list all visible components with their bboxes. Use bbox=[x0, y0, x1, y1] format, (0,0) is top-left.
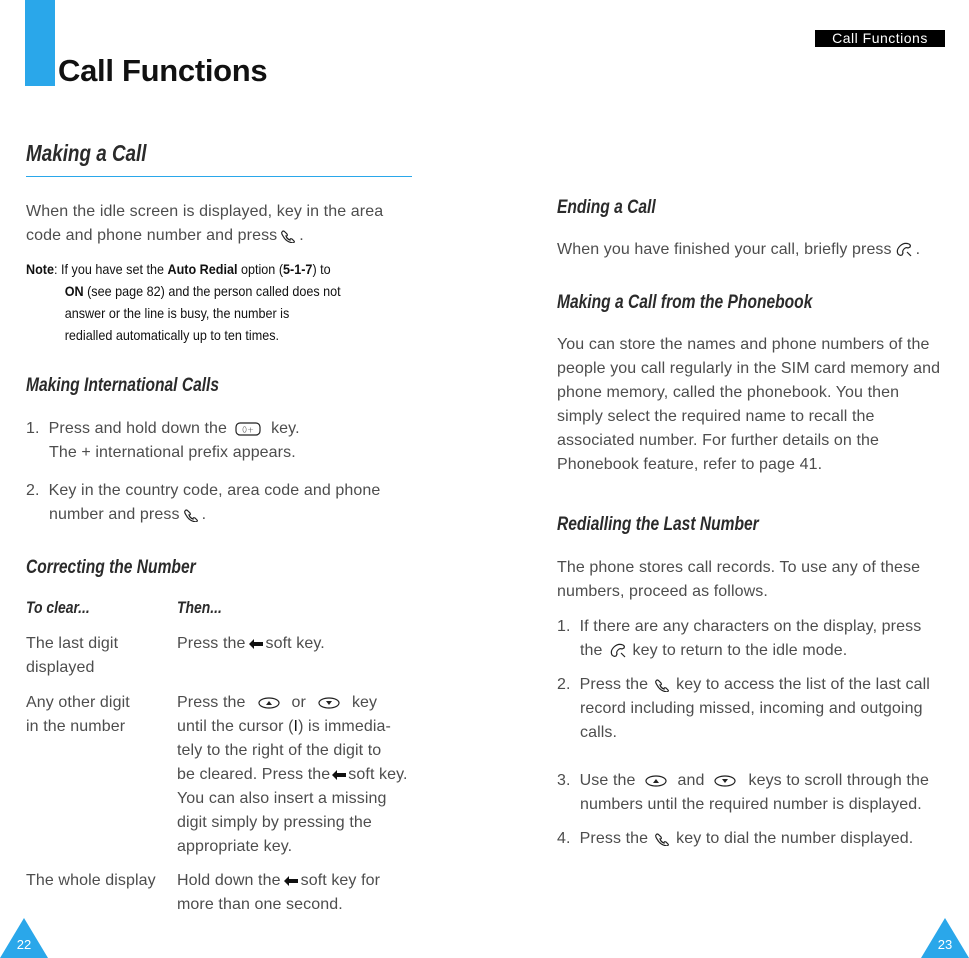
redial-step4-text-a: key to dial the number displayed. bbox=[676, 830, 914, 847]
intl-step2-line1 bbox=[26, 479, 426, 503]
running-head: Call Functions bbox=[815, 30, 945, 47]
send-key-icon bbox=[654, 678, 670, 692]
redial-step1-num: 1. bbox=[557, 618, 571, 635]
making-call-line1: When the idle screen is displayed, key in the area bbox=[26, 203, 384, 220]
note-label: Note bbox=[26, 261, 55, 277]
page-number-left: 22 bbox=[16, 937, 32, 952]
redial-step2-text-a: key to access the list of the last call bbox=[676, 676, 930, 693]
note-t4: (see page 82) and the person called does not bbox=[83, 283, 341, 299]
redial-step4-line1 bbox=[557, 827, 962, 851]
zero-plus-key-icon bbox=[235, 422, 261, 436]
row3-then-a: Hold down the bbox=[177, 872, 281, 889]
redial-step4 bbox=[557, 827, 962, 851]
down-key-icon bbox=[714, 775, 736, 787]
svg-text:0+: 0+ bbox=[242, 425, 255, 435]
row2-then bbox=[177, 691, 422, 859]
row1-clear bbox=[26, 632, 171, 680]
end-key-icon bbox=[609, 643, 627, 659]
left-arrow-icon bbox=[249, 639, 263, 649]
row2-then-line4b: soft key. bbox=[348, 766, 408, 783]
up-key-icon bbox=[645, 775, 667, 787]
intl-step1-text-b: key. bbox=[271, 420, 300, 437]
phonebook-line4: simply select the required name to recall the bbox=[557, 408, 875, 425]
note-t3: ) to bbox=[312, 261, 331, 277]
correcting-heading: Correcting the Number bbox=[26, 557, 196, 578]
redial-step4-press: Press the bbox=[579, 830, 649, 847]
note-b2: 5-1-7 bbox=[283, 261, 313, 277]
note-block bbox=[26, 258, 413, 346]
phonebook-text bbox=[557, 333, 967, 477]
redial-intro-line2: numbers, proceed as follows. bbox=[557, 583, 768, 600]
row2-then-cursor-a: until the cursor ( bbox=[177, 718, 294, 735]
phonebook-line3: phone memory, called the phonebook. You then bbox=[557, 384, 900, 401]
send-key-icon bbox=[280, 229, 296, 243]
phonebook-line1: You can store the names and phone numbers of the bbox=[557, 336, 930, 353]
row2-then-line2 bbox=[177, 715, 422, 739]
row2-then-line3: tely to the right of the digit to bbox=[177, 742, 382, 759]
intl-step2-num: 2. bbox=[26, 482, 40, 499]
making-call-text bbox=[26, 200, 416, 248]
redial-step3-text-a: keys to scroll through the bbox=[748, 772, 929, 789]
row2-then-line4 bbox=[177, 763, 422, 787]
note-line4: redialled automatically up to ten times. bbox=[64, 327, 280, 343]
redial-intro-line1: The phone stores call records. To use any of these bbox=[557, 559, 921, 576]
redial-step3-num: 3. bbox=[557, 772, 571, 789]
row3-then-line2: more than one second. bbox=[177, 896, 343, 913]
phonebook-line5: associated number. For further details on the bbox=[557, 432, 880, 449]
intl-step2-text-b: number and press bbox=[49, 506, 180, 523]
row1-then-b: soft key. bbox=[265, 635, 325, 652]
redial-intro bbox=[557, 556, 957, 604]
row3-clear: The whole display bbox=[26, 872, 156, 889]
redial-step2-line2: record including missed, incoming and outgoing bbox=[580, 700, 923, 717]
send-key-icon bbox=[183, 508, 199, 522]
redial-step1-text-b: key to return to the idle mode. bbox=[632, 642, 848, 659]
row2-then-line1 bbox=[177, 691, 422, 715]
row2-then-cursor-b: ) is immedia- bbox=[298, 718, 391, 735]
title-accent-bar bbox=[25, 0, 55, 86]
row1-then-a: Press the bbox=[177, 635, 246, 652]
col-header-clear: To clear... bbox=[26, 598, 90, 617]
making-call-line2 bbox=[26, 224, 416, 248]
end-key-icon bbox=[895, 242, 913, 258]
redial-step2-press: Press the bbox=[579, 676, 649, 693]
row2-then-line6: digit simply by pressing the bbox=[177, 814, 372, 831]
redial-step3-and: and bbox=[677, 772, 705, 789]
making-call-heading: Making a Call bbox=[26, 140, 147, 166]
row2-then-line4a: be cleared. Press the bbox=[177, 766, 331, 783]
making-call-line2-end: . bbox=[299, 227, 304, 244]
redial-heading: Redialling the Last Number bbox=[557, 514, 759, 535]
row1-clear-line1: The last digit bbox=[26, 635, 119, 652]
page-number-right: 23 bbox=[937, 937, 953, 952]
row2-then-line5: You can also insert a missing bbox=[177, 790, 387, 807]
row2-clear-line1: Any other digit bbox=[26, 694, 130, 711]
redial-step3-line2: numbers until the required number is displayed. bbox=[580, 796, 922, 813]
ending-text-end: . bbox=[915, 241, 921, 258]
note-line3: answer or the line is busy, the number is bbox=[64, 305, 290, 321]
note-t2: option ( bbox=[237, 261, 284, 277]
redial-step2 bbox=[557, 673, 962, 745]
redial-step3-use: Use the bbox=[579, 772, 636, 789]
left-arrow-icon bbox=[284, 876, 298, 886]
phonebook-line2: people you call regularly in the SIM card memory and bbox=[557, 360, 941, 377]
intl-step2-text-a: Key in the country code, area code and phone bbox=[48, 482, 381, 499]
note-b3: ON bbox=[64, 283, 84, 299]
page-number-tab-left bbox=[0, 918, 48, 958]
row2-then-key: key bbox=[351, 694, 378, 711]
row1-then bbox=[177, 632, 417, 656]
row2-then-or: or bbox=[291, 694, 306, 711]
ending-text bbox=[557, 238, 957, 262]
page-number-tab-right bbox=[921, 918, 969, 958]
row3-then bbox=[177, 869, 422, 917]
row2-clear-line2: in the number bbox=[26, 718, 126, 735]
note-b1: Auto Redial bbox=[167, 261, 238, 277]
redial-step2-line3: calls. bbox=[580, 724, 618, 741]
phonebook-heading: Making a Call from the Phonebook bbox=[557, 292, 813, 313]
up-key-icon bbox=[258, 697, 280, 709]
phonebook-line6: Phonebook feature, refer to page 41. bbox=[557, 456, 823, 473]
note-line2 bbox=[26, 280, 413, 302]
intl-step1-line1 bbox=[26, 417, 426, 441]
making-call-line2-text: code and phone number and press bbox=[26, 227, 278, 244]
redial-step1 bbox=[557, 615, 962, 663]
row3-then-b: soft key for bbox=[300, 872, 381, 889]
redial-step1-text-a: If there are any characters on the display, press bbox=[579, 618, 922, 635]
international-heading: Making International Calls bbox=[26, 375, 220, 396]
row2-then-line7: appropriate key. bbox=[177, 838, 293, 855]
ending-text-main: When you have finished your call, briefly press bbox=[557, 241, 892, 258]
col-header-then: Then... bbox=[177, 598, 222, 617]
redial-step1-the: the bbox=[580, 642, 603, 659]
send-key-icon bbox=[654, 832, 670, 846]
row3-then-line1 bbox=[177, 869, 422, 893]
international-step2 bbox=[26, 479, 426, 527]
redial-step1-line2 bbox=[557, 639, 962, 663]
redial-step3-line1 bbox=[557, 769, 962, 793]
cursor-glyph: I bbox=[293, 718, 299, 735]
intl-step1-num: 1. bbox=[26, 420, 40, 437]
redial-step3 bbox=[557, 769, 962, 817]
note-t1: : If you have set the bbox=[54, 261, 168, 277]
row2-then-press: Press the bbox=[177, 694, 246, 711]
page-title: Call Functions bbox=[58, 53, 268, 88]
down-key-icon bbox=[318, 697, 340, 709]
intl-step2-end: . bbox=[201, 506, 207, 523]
redial-step2-num: 2. bbox=[557, 676, 571, 693]
redial-step1-line1 bbox=[557, 615, 962, 639]
section-rule bbox=[26, 176, 412, 177]
row1-clear-line2: displayed bbox=[26, 659, 95, 676]
ending-heading: Ending a Call bbox=[557, 197, 656, 218]
intl-step1-text-a: Press and hold down the bbox=[48, 420, 228, 437]
note-line1 bbox=[26, 258, 413, 280]
redial-step4-num: 4. bbox=[557, 830, 571, 847]
intl-step2-line2 bbox=[26, 503, 426, 527]
international-step1 bbox=[26, 417, 426, 465]
left-arrow-icon bbox=[332, 770, 346, 780]
row2-clear bbox=[26, 691, 171, 739]
redial-step2-line1 bbox=[557, 673, 962, 697]
intl-step1-line2: The + international prefix appears. bbox=[49, 444, 296, 461]
